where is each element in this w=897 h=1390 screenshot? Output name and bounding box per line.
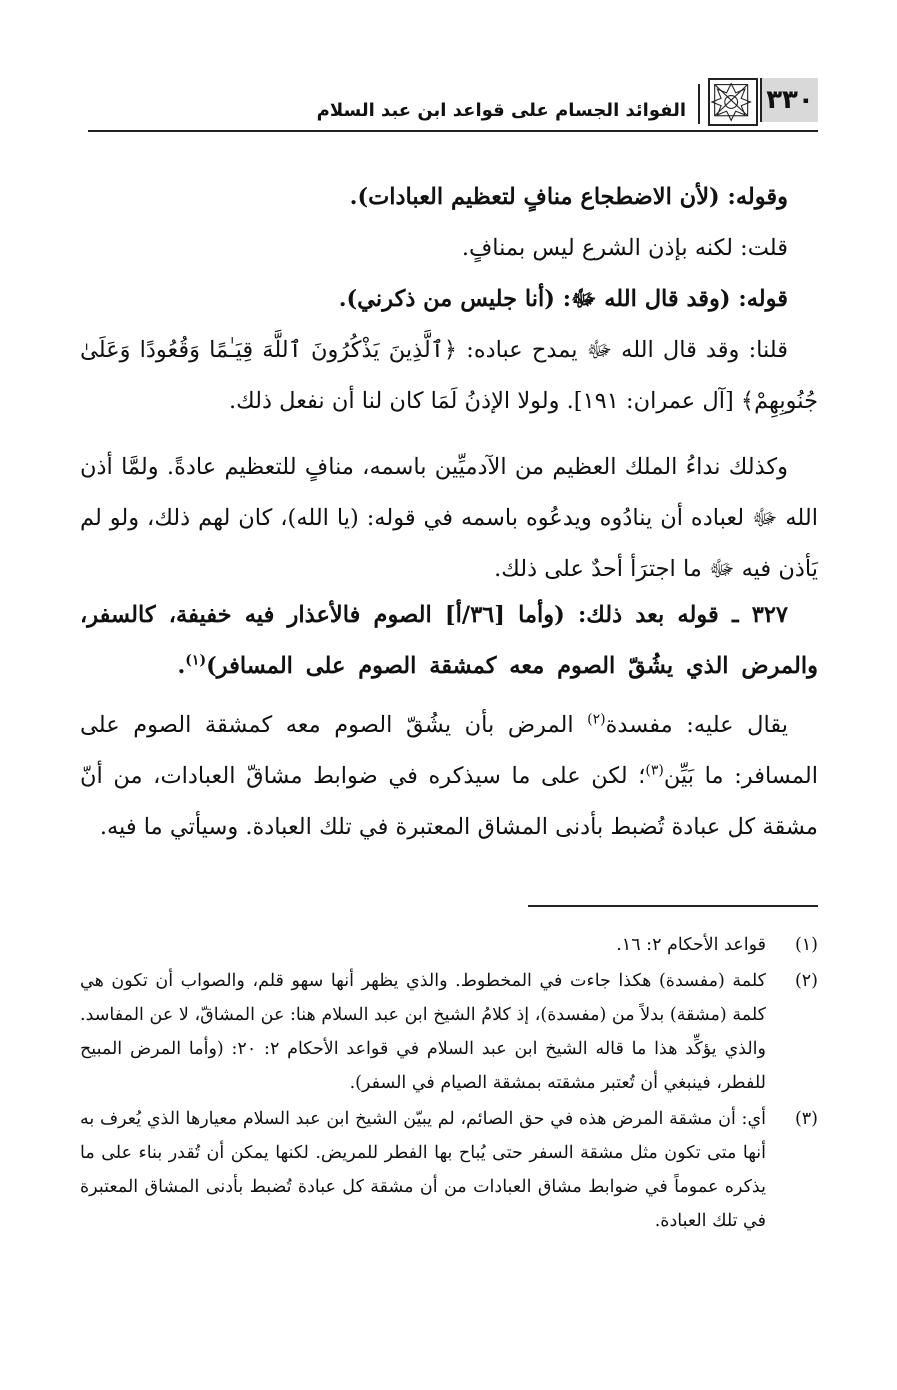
main-text-block-4 — [80, 700, 818, 853]
geometric-star-ornament-icon — [708, 78, 758, 126]
paragraph-reply-1: قلت: لكنه بإذن الشرع ليس بمنافٍ. — [461, 235, 788, 261]
main-text-block-1 — [80, 172, 818, 427]
footnote-1 — [80, 928, 818, 962]
footnotes — [80, 928, 818, 1240]
paragraph-reply-2: قلنا: وقد قال الله ﷻ يمدح عباده: ﴿ٱلَّذِينَ يَذْكُرُونَ ٱللَّهَ قِيَـٰمًا وَقُعُودًا وَعَلَىٰ جُنُوبِهِمْ﴾ [آل عمران: ١٩١]. ولولا الإذنُ لَمَا كان لنا أن نفعل ذلك. — [80, 337, 818, 414]
footnote-2 — [80, 964, 818, 1100]
section-327-end: . — [177, 653, 186, 679]
book-title: الفوائد الجسام على قواعد ابن عبد السلام — [316, 100, 686, 121]
commentary-part-a: يقال عليه: مفسدة — [605, 712, 788, 738]
footnote-ref-3[interactable]: (٣) — [645, 762, 664, 779]
commentary-part-b: المرض بأن يشُقّ الصوم معه كمشقة الصوم على المسافر: ما بَيِّن — [80, 712, 818, 789]
main-text-block-2 — [80, 442, 818, 595]
paragraph-calling-by-name: وكذلك نداءُ الملك العظيم من الآدميِّين باسمه، منافٍ للتعظيم عادةً. ولمَّا أذن الله ﷻ لعباده أن ينادُوه ويدعُوه باسمه في قوله: (يا الله)، كان لهم ذلك، ولو لم يَأذن فيه ﷻ ما اجترَأ أحدٌ على ذلك. — [80, 454, 818, 582]
footnote-number: (١) — [794, 935, 818, 955]
footnote-text: أي: أن مشقة المرض هذه في حق الصائم، لم يبيّن الشيخ ابن عبد السلام معيارها الذي يُعرف به أنها متى تكون مثل مشقة السفر حتى يُباح بها الفطر للمريض. لكنها يمكن أن تُقدر بناء على ما يذكره عموماً في ضوابط مشاق العبادات من أن مشقة كل عبادة تُضبط بأدنى المشاق المعتبرة في تلك العبادة. — [80, 1109, 766, 1231]
paragraph-commentary — [80, 700, 818, 853]
header-rule — [88, 130, 818, 132]
page-header — [88, 78, 818, 132]
footnote-ref-2[interactable]: (٢) — [587, 711, 606, 728]
footnote-text: قواعد الأحكام ٢: ١٦. — [616, 935, 766, 955]
paragraph-quote-2: قوله: (وقد قال الله ﷻ: (أنا جليس من ذكرني). — [338, 286, 788, 312]
footnote-text: كلمة (مفسدة) هكذا جاءت في المخطوط. والذي يظهر أنها سهو قلم، والصواب أن تكون هي كلمة (مشقة) بدلاً من (مفسدة)، إذ كلامُ الشيخ ابن عبد السلام هنا: عن المشاقّ، لا عن المفاسد. والذي يؤكِّد هذا ما قاله الشيخ ابن عبد السلام في قواعد الأحكام ٢: ٢٠: (وأما المرض المبيح للفطر، فينبغي أن تُعتبر مشقته بمشقة الصيام في السفر). — [80, 971, 766, 1093]
footnote-3 — [80, 1102, 818, 1238]
header-divider — [698, 84, 700, 124]
footnote-separator — [528, 905, 818, 907]
main-text-block-3 — [80, 590, 818, 692]
paragraph-section-327 — [80, 590, 818, 692]
page-number: ٣٣٠ — [760, 78, 818, 122]
section-327-text: ٣٢٧ ـ قوله بعد ذلك: (وأما [٣٦/أ] الصوم فالأعذار فيه خفيفة، كالسفر، والمرض الذي يشُقّ الصوم معه كمشقة الصوم على المسافر) — [80, 602, 818, 679]
paragraph-quote-1: وقوله: (لأن الاضطجاع منافٍ لتعظيم العبادات). — [349, 184, 788, 210]
footnote-number: (٣) — [794, 1109, 818, 1129]
commentary-part-c: ؛ لكن على ما سيذكره في ضوابط مشاقّ العبادات، من أنّ مشقة كل عبادة تُضبط بأدنى المشاق المعتبرة في تلك العبادة. وسيأتي ما فيه. — [80, 763, 818, 840]
footnote-ref-1[interactable]: (١) — [185, 652, 207, 669]
footnote-number: (٢) — [794, 971, 818, 991]
